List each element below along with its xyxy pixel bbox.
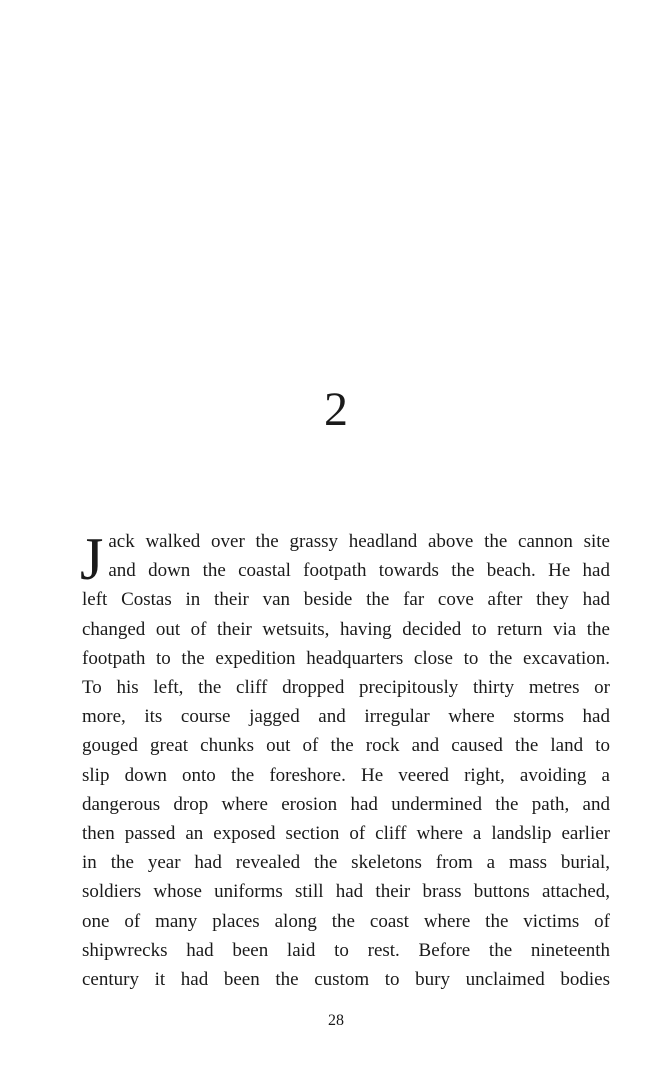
drop-cap: J (80, 526, 104, 592)
chapter-number: 2 (324, 383, 348, 436)
text-line: changed out of their wetsuits, having decided to return via the (82, 618, 610, 640)
text-line: in the year had revealed the skeletons from a mass burial, (82, 852, 610, 874)
text-line: ack walked over the grassy headland above the cannon site (108, 531, 610, 552)
text-line: shipwrecks had been laid to rest. Before the nineteenth (82, 939, 610, 961)
text-line: slip down onto the foreshore. He veered right, avoiding a (82, 764, 610, 786)
text-line: and down the coastal footpath towards the beach. He had (108, 560, 610, 582)
text-line: To his left, the cliff dropped precipitously thirty metres or (82, 677, 610, 699)
text-line: left Costas in their van beside the far cove after they had (82, 589, 610, 611)
text-line: gouged great chunks out of the rock and caused the land to (82, 735, 610, 757)
text-line: more, its course jagged and irregular where storms had (82, 706, 610, 728)
text-line: footpath to the expedition headquarters close to the excavation. (82, 647, 610, 669)
text-line: dangerous drop where erosion had undermined the path, and (82, 793, 610, 815)
text-line: one of many places along the coast where the victims of (82, 910, 610, 932)
page-number: 28 (328, 1012, 344, 1029)
text-line: century it had been the custom to bury unclaimed bodies (82, 969, 610, 991)
text-line: soldiers whose uniforms still had their brass buttons attached, (82, 881, 610, 903)
body-text (82, 527, 610, 994)
text-line: then passed an exposed section of cliff where a landslip earlier (82, 823, 610, 845)
